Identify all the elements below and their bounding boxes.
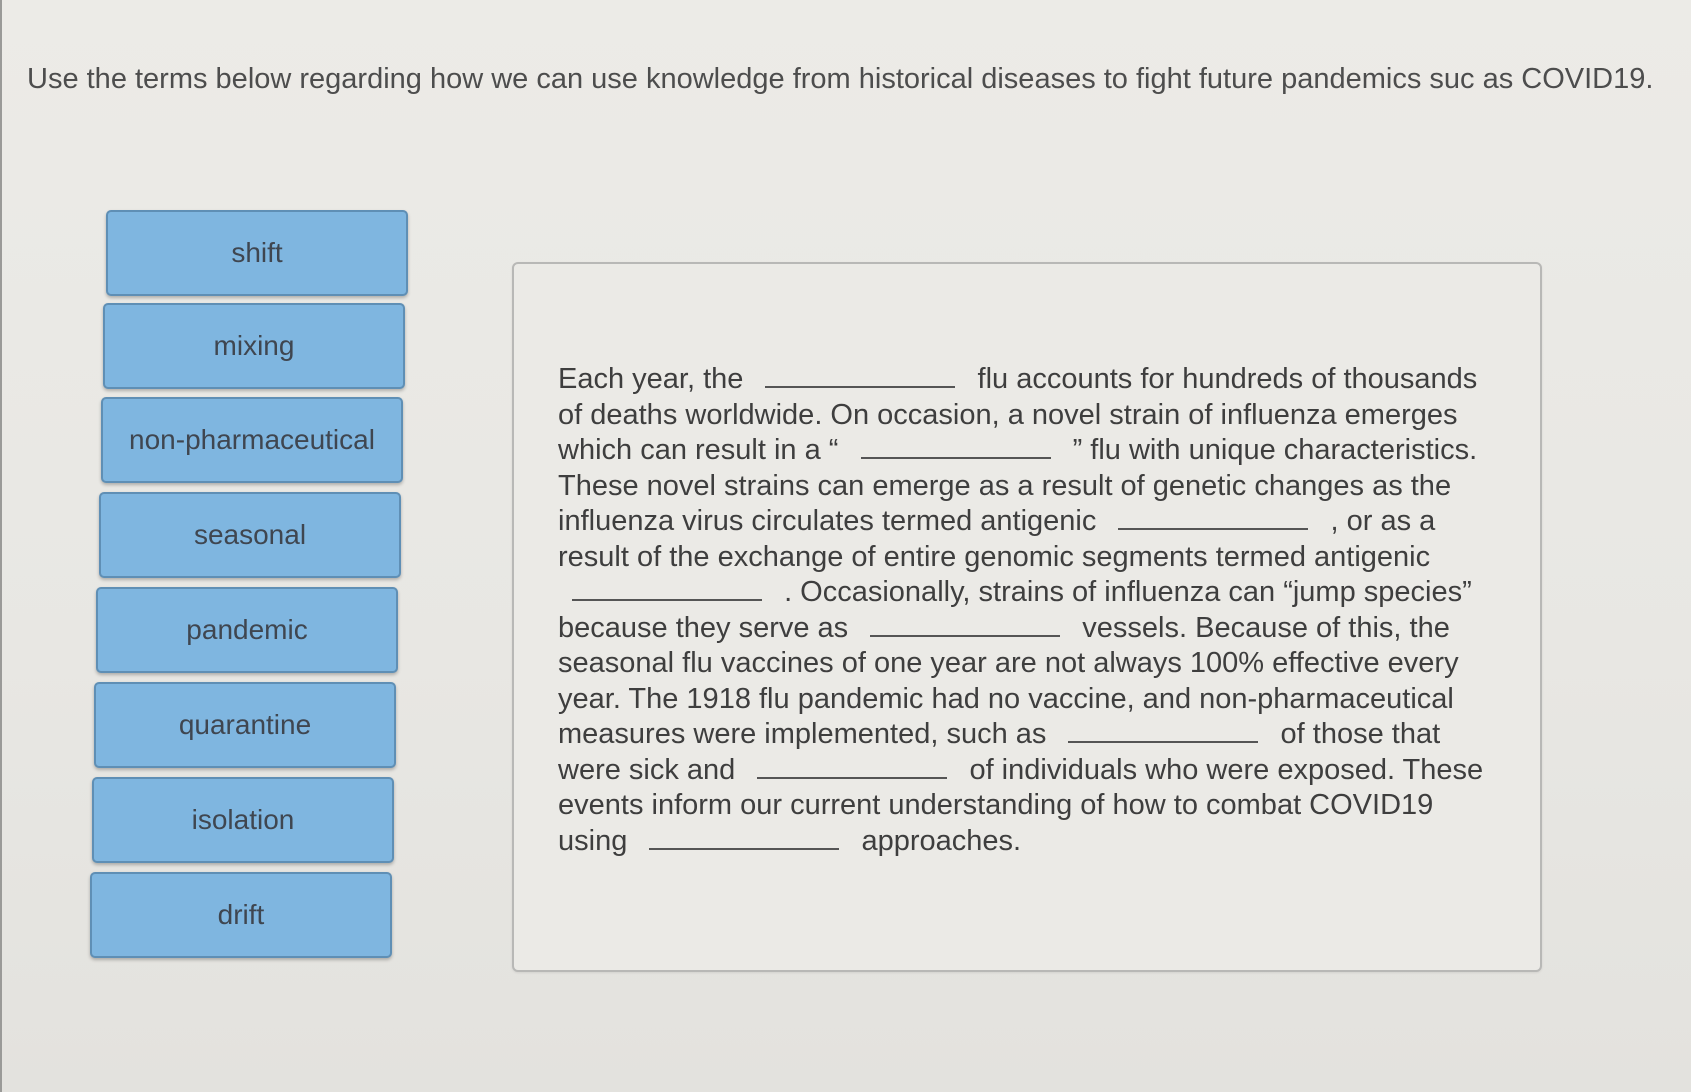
passage-text: flu accounts for hundreds of thousands of deaths worldwide. On occasion, a novel strain of influenza emerges which can result in a “ xyxy=(558,363,1478,466)
blank-2[interactable] xyxy=(861,433,1051,459)
question-instructions: Use the terms below regarding how we can use knowledge from historical diseases to fight future pandemics suc as COVID19. xyxy=(27,63,1654,95)
blank-8[interactable] xyxy=(649,824,839,850)
blank-4[interactable] xyxy=(572,575,762,601)
passage-text: , or as a result of the exchange of entire genomic segments termed antigenic xyxy=(558,505,1436,573)
blank-3[interactable] xyxy=(1118,504,1308,530)
passage-text: of those that were sick and xyxy=(558,718,1441,786)
fill-in-passage xyxy=(558,362,1508,859)
term-card-mixing[interactable]: mixing xyxy=(103,303,405,389)
term-card-pandemic[interactable]: pandemic xyxy=(96,587,398,673)
passage-text: Each year, the xyxy=(558,363,744,395)
passage-text: of individuals who were exposed. These events inform our current understanding of how to combat COVID19 using xyxy=(558,753,1484,857)
blank-6[interactable] xyxy=(1068,717,1258,743)
term-card-non-pharmaceutical[interactable]: non-pharmaceutical xyxy=(101,397,403,483)
passage-text: vessels. Because of this, the seasonal flu vaccines of one year are not always 100% effective every year. The 1918 flu pandemic had no vaccine, and non-pharmaceutical measures were implemented, such as xyxy=(558,611,1459,750)
passage-text: . Occasionally, strains of influenza can “jump species” because they serve as xyxy=(558,576,1472,644)
term-card-seasonal[interactable]: seasonal xyxy=(99,492,401,578)
blank-7[interactable] xyxy=(757,753,947,779)
term-card-quarantine[interactable]: quarantine xyxy=(94,682,396,768)
window-edge xyxy=(0,0,2,1092)
term-card-drift[interactable]: drift xyxy=(90,872,392,958)
passage-text: ” flu with unique characteristics. These novel strains can emerge as a result of genetic changes as the influenza virus circulates termed antigenic xyxy=(558,434,1478,537)
term-card-isolation[interactable]: isolation xyxy=(92,777,394,863)
term-card-shift[interactable]: shift xyxy=(106,210,408,296)
blank-5[interactable] xyxy=(870,611,1060,637)
passage-text: approaches. xyxy=(861,824,1022,857)
blank-1[interactable] xyxy=(765,362,955,388)
